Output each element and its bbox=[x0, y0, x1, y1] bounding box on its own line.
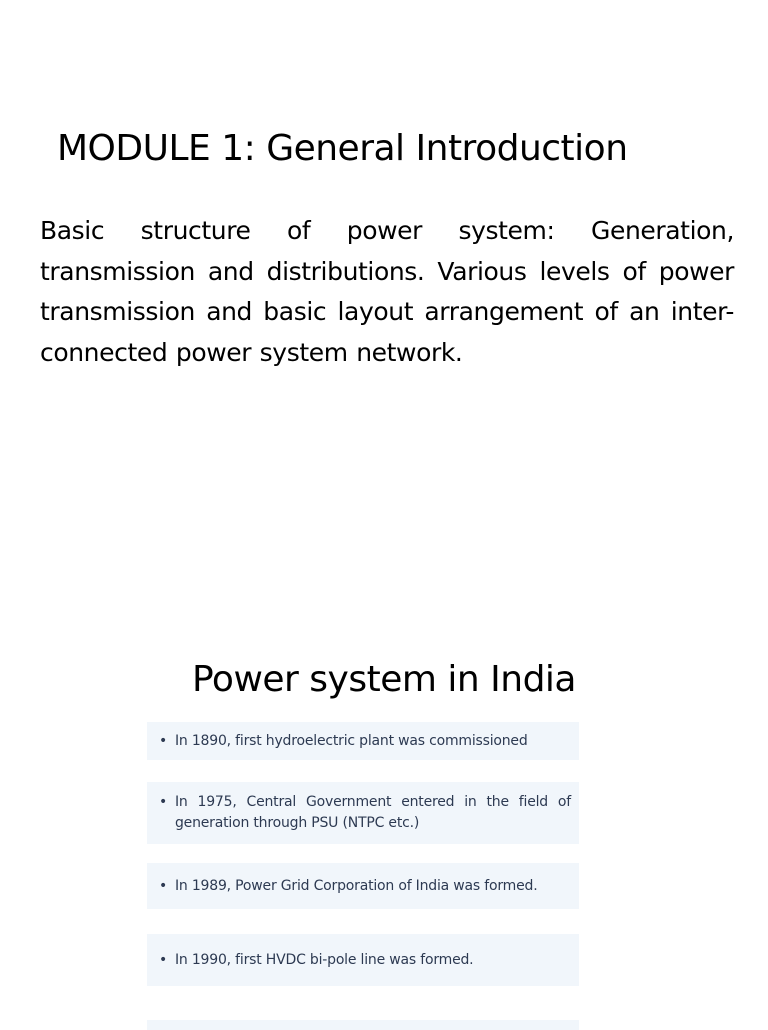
fact-text: In 1975, Central Government entered in the field of generation through PSU (NTPC etc.) bbox=[175, 794, 571, 831]
fact-content bbox=[159, 792, 571, 834]
bullet-icon: • bbox=[159, 951, 168, 968]
fact-item-1989 bbox=[147, 863, 579, 909]
fact-content bbox=[159, 731, 571, 752]
fact-text: In 1990, first HVDC bi-pole line was formed. bbox=[175, 951, 474, 968]
fact-text: In 1989, Power Grid Corporation of India was formed. bbox=[175, 877, 538, 894]
bullet-icon: • bbox=[159, 877, 168, 894]
fact-item-1975 bbox=[147, 782, 579, 844]
fact-content bbox=[159, 876, 571, 897]
fact-item-partial bbox=[147, 1020, 579, 1030]
slide-title: Power system in India bbox=[192, 658, 576, 700]
power-system-india-slide bbox=[0, 600, 768, 1024]
fact-text: In 1890, first hydroelectric plant was commissioned bbox=[175, 732, 528, 749]
module-title: MODULE 1: General Introduction bbox=[57, 128, 628, 170]
module-description: Basic structure of power system: Generation, transmission and distributions. Various levels of power transmission and basic layout arrangement of an inter-connected power system network. bbox=[40, 216, 734, 367]
bullet-icon: • bbox=[159, 732, 168, 749]
fact-item-1890 bbox=[147, 722, 579, 760]
fact-item-1990 bbox=[147, 934, 579, 986]
bullet-icon: • bbox=[159, 794, 168, 810]
fact-content bbox=[159, 950, 571, 971]
